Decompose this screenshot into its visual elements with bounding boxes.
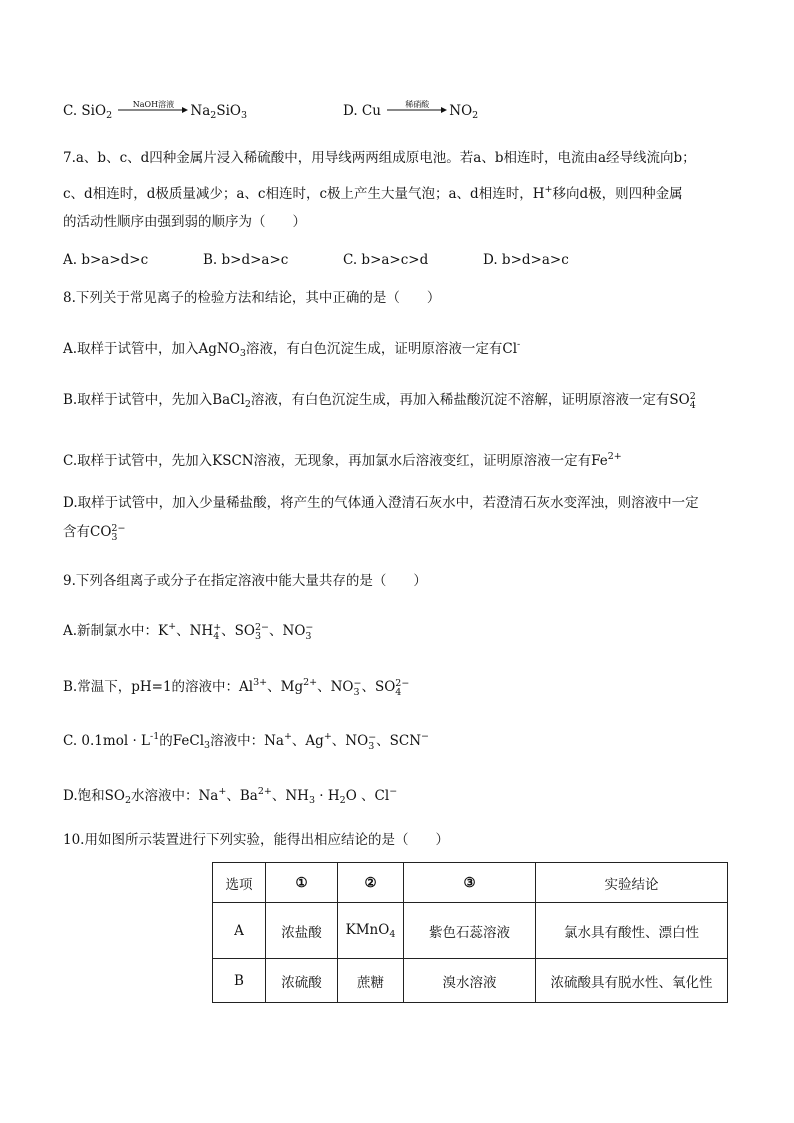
- table-cell: B: [213, 959, 266, 1003]
- table-cell: 溴水溶液: [404, 959, 536, 1003]
- q7-stem-line2: c、d相连时，d极质量减少；a、c相连时，c极上产生大量气泡；a、d相连时，H+移向d极，则四种金属: [63, 184, 683, 202]
- table-header-cell: 选项: [213, 863, 266, 903]
- q7-options: [63, 250, 754, 270]
- table-row: [213, 959, 728, 1003]
- q7-option-b: B. b>d>a>c: [203, 252, 289, 268]
- q9-option-c: C. $0.1mol \cdot L^{-1}$的FeCl$_3$溶液中：Na+、Ag+、NO − 3 、SCN−: [63, 731, 430, 752]
- table-cell: 蔗糖: [338, 959, 404, 1003]
- table-cell: 紫色石蕊溶液: [404, 903, 536, 959]
- q7-option-a: A. b>a>d>c: [63, 252, 149, 268]
- experiment-table: [212, 862, 728, 1003]
- q7-stem-line3: 的活动性顺序由强到弱的顺序为（ ）: [63, 214, 306, 230]
- q8-option-c: C.取样于试管中，先加入KSCN溶液，无现象，再加氯水后溶液变红，证明原溶液一定有$Fe^{2+}$: [63, 451, 622, 469]
- q8-option-d-line2: 含有CO 2− 3: [63, 523, 126, 543]
- q8-option-a: A.取样于试管中，加入AgNO$_3$溶液，有白色沉淀生成，证明原溶液一定有Cl-: [63, 339, 521, 359]
- q7-stem-line1: 7.a、b、c、d四种金属片浸入稀硫酸中，用导线两两组成原电池。若a、b相连时，电流由a经导线流向b；: [63, 150, 696, 166]
- table-header-cell: ③: [404, 863, 536, 903]
- q7-option-d: D. b>d>a>c: [483, 252, 569, 268]
- q10-stem: 10.用如图所示装置进行下列实验，能得出相应结论的是（ ）: [63, 832, 449, 848]
- q8-option-d-line1: D.取样于试管中，加入少量稀盐酸，将产生的气体通入澄清石灰水中，若澄清石灰水变浑浊，则溶液中一定: [63, 495, 699, 511]
- q6-option-c: C. SiO$_2$ NaOH溶液 $Na_2SiO_3$: [63, 100, 248, 121]
- reaction-arrow-icon: NaOH溶液: [118, 100, 188, 118]
- q8-option-b: B.取样于试管中，先加入BaCl$_2$溶液，有白色沉淀生成，再加入稀盐酸沉淀不溶解，证明原溶液一定有SO 2 4: [63, 391, 696, 411]
- q9-stem: 9.下列各组离子或分子在指定溶液中能大量共存的是（ ）: [63, 573, 427, 589]
- table-cell: 氯水具有酸性、漂白性: [536, 903, 728, 959]
- reaction-arrow-icon: 稀硝酸: [387, 100, 447, 118]
- table-header-cell: ①: [266, 863, 338, 903]
- q7-option-c: C. b>a>c>d: [343, 252, 429, 268]
- table-row: [213, 903, 728, 959]
- q6-option-d: D. Cu 稀硝酸 $NO_2$: [343, 100, 479, 121]
- q9-option-b: B.常温下，pH=1的溶液中：$Al^{3+}$、$Mg^{2+}$、NO − 3 、SO 2− 4: [63, 677, 410, 698]
- q9-option-a: A.新制氯水中：K+、NH + 4 、SO 2− 3 、NO − 3: [63, 621, 314, 642]
- table-header-row: [213, 863, 728, 903]
- table-cell: 浓硫酸: [266, 959, 338, 1003]
- q8-stem: 8.下列关于常见离子的检验方法和结论，其中正确的是（ ）: [63, 290, 441, 306]
- q9-option-d: D.饱和$SO_2$水溶液中：Na+、$Ba^{2+}$、$NH_3 \cdot H_2O$ 、Cl−: [63, 786, 398, 806]
- q6-option-row: [63, 100, 754, 126]
- table-cell: KMnO$_4$: [338, 903, 404, 959]
- table-cell: 浓盐酸: [266, 903, 338, 959]
- table-header-cell: ②: [338, 863, 404, 903]
- table-cell: 浓硫酸具有脱水性、氧化性: [536, 959, 728, 1003]
- table-cell: A: [213, 903, 266, 959]
- table-header-cell: 实验结论: [536, 863, 728, 903]
